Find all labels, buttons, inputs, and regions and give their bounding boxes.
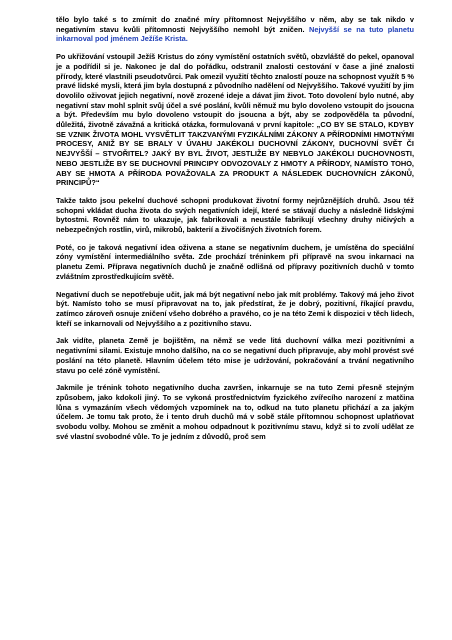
paragraph-3 (56, 196, 414, 235)
paragraph-5 (56, 290, 414, 329)
paragraph-2-text: Po ukřižování vstoupil Ježíš Kristus do zóny vymístění ostatních světů, obzvláště do pekel, opanoval je a podřídil si je. Nakonec je dal do pořádku, odstranil znalosti cestování v čase a jiné znalosti přírody, které vlastnili pseudotvůrci. Pak omezil využití těchto znalostí pouze na schopnost využít 5 % pravé lidské mysli, která jim byla dostupná z původního nadělení od Nejvyššího. Takové využití by jim dovolilo oživovat jejich negativní, nově zrozené ideje a dávat jim život. Toto dovolení bylo nutné, aby negativní stav mohl splnit svůj účel a své poslání, kvůli němuž mu bylo dovoleno vstoupit do jsoucna a být. Především mu bylo dovoleno vstoupit do jsoucna a být, aby se zodpověděla ta původní, důležitá, životně závažná a kritická otázka, formulovaná v první kapitole: „CO BY SE STALO, KDYBY SE VZNIK ŽIVOTA MOHL VYSVĚTLIT TAKZVANÝMI FYZIKÁLNÍMI ZÁKONY A PŘÍRODNÍMI HMOTNÝMI PROCESY, ANIŽ BY SE BRALY V ÚVAHU JAKÉKOLI DUCHOVNÍ ZÁKONY, DUCHOVNÍ SVĚT ČI NEJVYŠŠÍ – STVOŘITEL? JAKÝ BY BYL ŽIVOT, JESTLIŽE BY NEBYLO JAKÉKOLI DUCHOVNOSTI, NEBO JESTLIŽE BY SE DUCHOVNÍ PRINCIPY ODVOZOVALY Z HMOTY A PŘÍRODY, NAMÍSTO TOHO, ABY SE HMOTA A PŘÍRODA POVAŽOVALA ZA PRODUKT A NÁSLEDEK DUCHOVNÍCH ZÁKONŮ, PRINCIPŮ?“ (56, 52, 414, 188)
paragraph-1 (56, 15, 414, 44)
paragraph-4-text: Poté, co je taková negativní idea oživena a stane se negativním duchem, je umístěna do speciální zóny vymístění intermediálního světa. Zde prochází tréninkem při přípravě na svou inkarnaci na planetu Zemi. Příprava negativních duchů je značně odlišná od přípravy pozitivních duchů v tomto zvláštním zprostředkujícím světě. (56, 242, 414, 281)
paragraph-4 (56, 243, 414, 282)
paragraph-7-text: Jakmile je trénink tohoto negativního ducha završen, inkarnuje se na tuto Zemi přesně stejným způsobem, jako kdokoli jiný. To se vykoná prostřednictvím fyzického zvířecího narození z matčina lůna s vymazáním všech vědomých vzpomínek na to, odkud na tuto planetu přichází a za jakým účelem. Je tomu tak proto, že i tento druh duchů má v sobě stále přítomnou schopnost uplatňovat svobodu volby. Mohou se změnit a mohou odpadnout k pozitivnímu stavu, když si to zvolí udělat ze své vlastní svobodné vůle. To je jedním z důvodů, proč sem (56, 383, 414, 441)
paragraph-2 (56, 52, 414, 188)
paragraph-3-text: Takže takto jsou pekelní duchové schopni produkovat životní formy nejrůznějších druhů. Jsou též schopni vkládat ducha života do svých negativních idejí, které se stávají duchy a následně lidskými bytostmi. Rovněž nám to ukazuje, jak fabrikovali a neustále fabrikují všechny druhy ničivých a nebezpečných rostlin, virů, mikrobů, bakterií a živočišných životních forem. (56, 195, 414, 235)
paragraph-1-highlight: Nejvyšší se na tuto planetu inkarnoval pod jménem Ježíše Krista. (56, 24, 415, 44)
paragraph-7 (56, 383, 414, 441)
paragraph-6-text: Jak vidíte, planeta Země je bojištěm, na němž se vede litá duchovní válka mezi pozitivními a negativními silami. Existuje mnoho dalšího, na co se negativní duch připravuje, aby mohl provést své poslání na této planetě. Hlavním účelem této mise je udržování, pokračování a trvání negativního stavu po celé zóně vymístění. (56, 336, 414, 375)
paragraph-6 (56, 336, 414, 375)
paragraph-1-text: tělo bylo také s to zmírnit do značné míry přítomnost Nejvyššího v něm, aby se tak nikdo v negativním stavu kvůli přítomnosti Nejvyššího nemohl být zničen. (56, 15, 414, 34)
paragraph-5-text: Negativní duch se nepotřebuje učit, jak má být negativní nebo jak mít problémy. Takový má jeho život být. Namísto toho se musí připravovat na to, jak předstírat, že je dobrý, pozitivní, říkající pravdu, zatímco zároveň osnuje zničení všeho dobrého a pravého, co je na této Zemi k dispozici v těch lidech, kteří se inkarnovali od Nejvyššího a z pozitivního stavu. (56, 289, 414, 328)
